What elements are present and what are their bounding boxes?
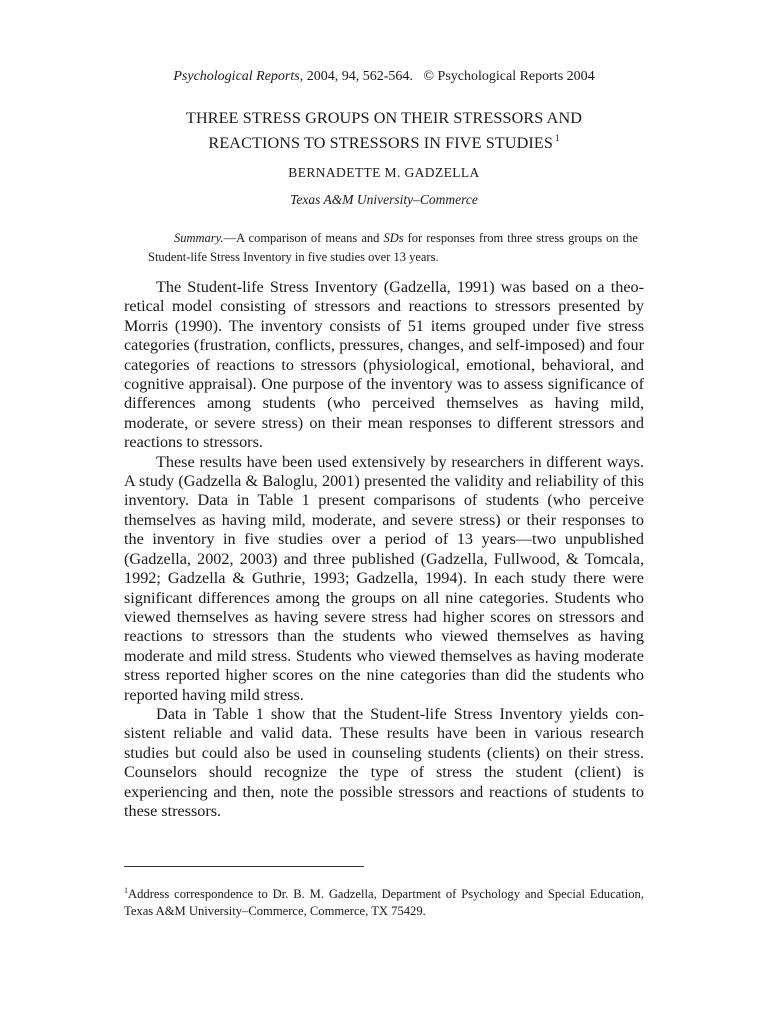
journal-reference — [0, 68, 768, 86]
body-paragraph-1: The Student-life Stress Inventory (Gadzella, 1991) was based on a theoretical model consisting of stressors and reactions to stressors presented by Morris (1990). The inventory consists of 51 items grouped under five stress categories (frustration, conflicts, pressures, changes, and self-imposed) and four categories of reactions to stressors (physiological, emotional, behavioral, and cognitive appraisal). One purpose of the inventory was to assess significance of differences among students (who perceived themselves as having mild, moderate, or severe stress) on their mean responses to different stressors and reactions to stressors. — [124, 278, 644, 452]
title-footnote-mark: 1 — [554, 133, 560, 143]
article-title — [0, 108, 768, 153]
summary-sds: SDs — [383, 231, 404, 245]
footnote-divider — [124, 866, 364, 867]
summary-text-2: for responses from three stress groups on the Student-life Stress Inventory in five studies over 13 years. — [148, 231, 638, 264]
footnote-mark: 1 — [124, 886, 128, 895]
body-text — [124, 278, 644, 821]
author-affiliation: Texas A&M University–Commerce — [290, 192, 478, 207]
footnote — [124, 882, 644, 920]
copyright-notice: © Psychological Reports 2004 — [423, 69, 595, 84]
summary-label: Summary. — [174, 231, 224, 245]
title-line-2: REACTIONS TO STRESSORS IN FIVE STUDIES — [208, 134, 553, 152]
body-paragraph-2: These results have been used extensively by researchers in different ways. A study (Gadzella & Baloglu, 2001) presented the validity and reliability of this inventory. Data in Table 1 present comparisons of students (who perceive themselves as having mild, moderate, and severe stress) or their responses to the inventory in five studies over a period of 13 years—two unpublished (Gadzella, 2002, 2003) and three published (Gadzella, Fullwood, & Tomcala, 1992; Gadzella & Guthrie, 1993; Gadzella, 1994). In each study there were significant differences among the groups on all nine categories. Students who viewed themselves as having severe stress had higher scores on stressors and reactions to stressors than the students who viewed themselves as having moderate and mild stress. Students who viewed themselves as having moderate stress reported higher scores on the nine categories than did the students who reported having mild stress. — [124, 452, 644, 704]
footnote-text: Address correspondence to Dr. B. M. Gadzella, Department of Psychology and Special Education, Texas A&M University–Commerce, Commerce, TX 75429. — [124, 887, 644, 918]
title-line-1: THREE STRESS GROUPS ON THEIR STRESSORS AND — [185, 109, 583, 127]
journal-name: Psychological Reports — [173, 69, 300, 84]
summary-text-1: —A comparison of means and — [223, 231, 384, 245]
body-paragraph-3: Data in Table 1 show that the Student-life Stress Inventory yields consistent reliable and valid data. These results have been in various research studies but could also be used in counseling students (clients) on their stress. Counselors should recognize the type of stress the student (client) is experiencing and then, note the possible stressors and reactions of students to these stressors. — [124, 704, 644, 820]
author-name: BERNADETTE M. GADZELLA — [288, 165, 480, 180]
summary-abstract — [148, 229, 638, 267]
journal-citation: , 2004, 94, 562-564. — [299, 69, 413, 84]
